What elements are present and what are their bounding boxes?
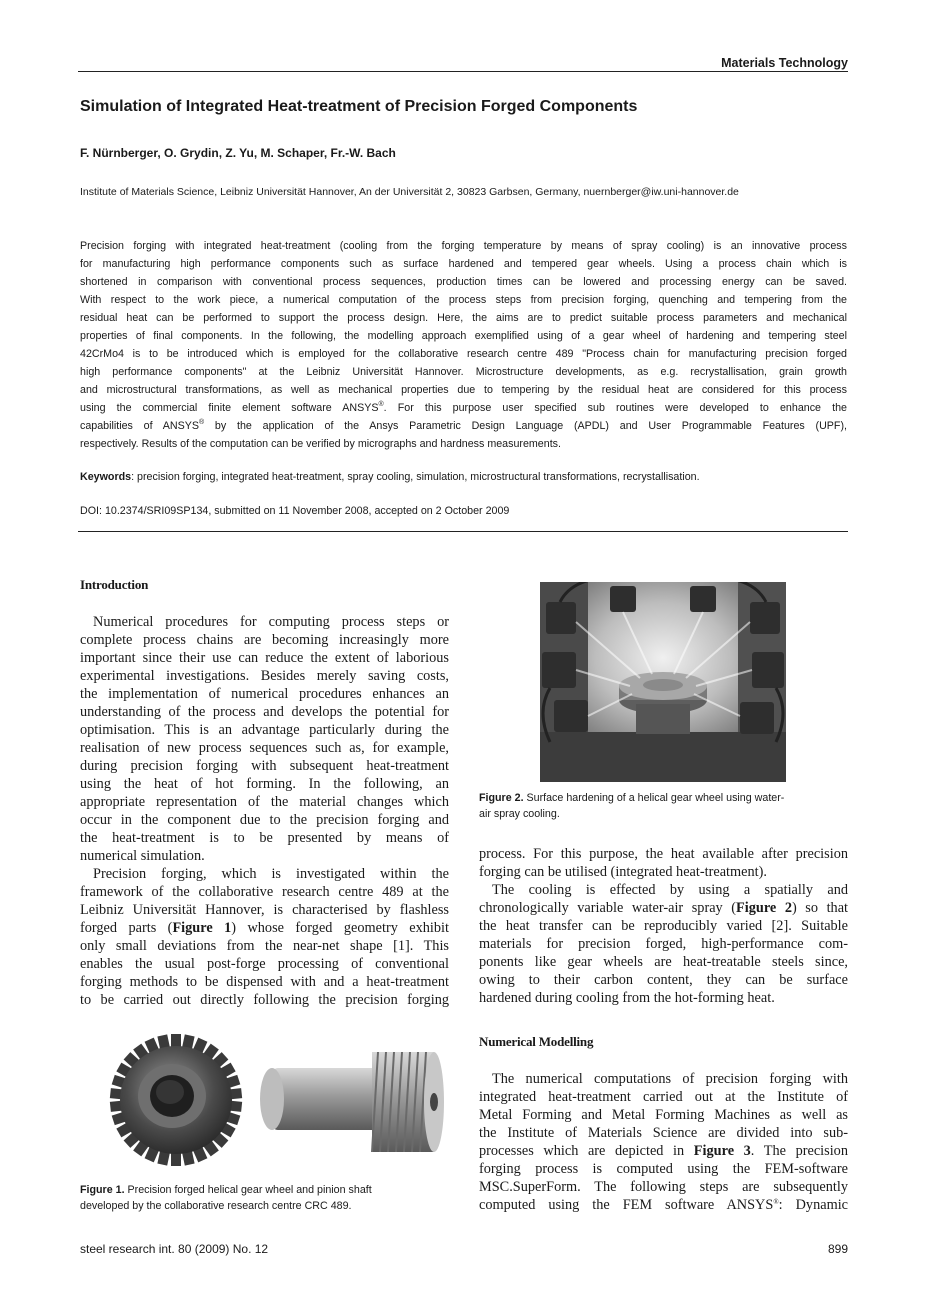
body-line: process. For this purpose, the heat available after precision (479, 846, 848, 862)
caption-text: Precision forged helical gear wheel and pinion shaft (124, 1184, 372, 1196)
body-line (479, 1196, 848, 1214)
abstract-line: With respect to the work piece, a numerical computation of the process steps from precision forging, quenching and tempering from the (80, 294, 847, 306)
body-line: MSC.SuperForm. The following steps are subsequently (479, 1179, 848, 1195)
body-text: processes which are depicted in (479, 1143, 694, 1159)
body-line: experimental investigations. Besides merely saving costs, (80, 668, 449, 684)
abstract-text: capabilities of ANSYS (80, 420, 199, 432)
body-line: realisation of new process sequences such as, for example, (80, 740, 449, 756)
body-line: appropriate representation of the material changes which (80, 794, 449, 810)
body-text: computed using the FEM software ANSYS (479, 1197, 774, 1213)
body-text: . The precision (750, 1143, 848, 1159)
body-line: the implementation of numerical procedures enhances an (80, 686, 449, 702)
body-line: during precision forging with subsequent heat-treatment (80, 758, 449, 774)
body-line: The numerical computations of precision forging with (492, 1071, 848, 1087)
body-line (80, 919, 449, 937)
page-number: 899 (827, 1242, 848, 1256)
body-line: optimisation. This is an advantage particularly during the (80, 722, 449, 738)
body-line: to be carried out directly following the precision forging (80, 992, 449, 1008)
body-line: the heat transfer can be reproducibly varied [2]. Suitable (479, 918, 848, 934)
body-text: forged parts ( (80, 920, 173, 936)
body-line (479, 899, 848, 917)
body-line: Numerical procedures for computing process steps or (93, 614, 449, 630)
body-text: chronologically variable water-air spray ( (479, 900, 737, 916)
affiliation: Institute of Materials Science, Leibniz Universität Hannover, An der Universität 2, 30823 Garbsen, Germany, nuernberger@iw.uni-hannover.de (80, 186, 739, 198)
abstract-line: shortened in comparison with conventional process sequences, production times can be lowered and processing energy can be saved. (80, 276, 847, 288)
caption-text: Surface hardening of a helical gear wheel using water- (523, 792, 785, 804)
abstract-text: by the application of the Ansys Parametric Design Language (APDL) and User Programmable Features (UPF), (204, 420, 847, 432)
body-line: enables the usual post-forge processing of conventional (80, 956, 449, 972)
body-line: complete process chains are becoming increasingly more (80, 632, 449, 648)
abstract-line: and microstructural transformations, as well as mechanical properties due to tempering by the residual heat are considered for this process (80, 384, 847, 396)
paper-title: Simulation of Integrated Heat-treatment of Precision Forged Components (80, 98, 638, 115)
body-line: the Institute of Materials Science are divided into sub- (479, 1125, 848, 1141)
abstract-line: residual heat can be performed to support the process design. Here, the aims are to predict suitable process parameters and mechanical (80, 312, 847, 324)
body-text: ) so that (791, 900, 849, 916)
keywords (80, 468, 700, 486)
keywords-label: Keywords (80, 471, 132, 483)
figure-2-caption (479, 790, 784, 806)
body-line: using the heat of hot forming. In the following, an (80, 776, 449, 792)
body-line: understanding of the process and develops the potential for (80, 704, 449, 720)
abstract-text: . For this purpose user specified sub routines were developed to enhance the (383, 402, 847, 414)
body-line: numerical simulation. (80, 848, 205, 864)
figure-1-caption (80, 1182, 372, 1198)
running-header: Materials Technology (721, 56, 848, 70)
figure-3-reference[interactable]: Figure 3 (693, 1143, 751, 1159)
header-rule (78, 71, 848, 72)
figure-2-reference[interactable]: Figure 2 (736, 900, 792, 916)
body-line: the heat-treatment is to be presented by means of (80, 830, 449, 846)
abstract-line (80, 399, 847, 417)
body-line: only small deviations from the near-net shape [1]. This (80, 938, 449, 954)
body-line: hardened during cooling from the hot-forming heat. (479, 990, 775, 1006)
figure-2-label: Figure 2. (479, 792, 524, 804)
registered-mark: ® (378, 401, 384, 408)
abstract-line: Precision forging with integrated heat-treatment (cooling from the forging temperature by means of spray cooling) is an innovative process (80, 240, 847, 252)
figure-2-image (540, 582, 786, 782)
body-line: forging process is computed using the FEM-software (479, 1161, 848, 1177)
body-line: occur in the component due to the precision forging and (80, 812, 449, 828)
abstract-line: for manufacturing high performance components such as surface hardened and tempered gear wheels. Using a process chain which is (80, 258, 847, 270)
body-line: important since their use can reduce the extent of laborious (80, 650, 449, 666)
body-line: framework of the collaborative research centre 489 at the (80, 884, 449, 900)
registered-mark: ® (198, 419, 205, 426)
keywords-text: : precision forging, integrated heat-treatment, spray cooling, simulation, microstructural transformations, recrystallisation. (131, 471, 700, 483)
body-line: Metal Forming and Metal Forming Machines as well as (479, 1107, 848, 1123)
doi: DOI: 10.2374/SRI09SP134, submitted on 11 November 2008, accepted on 2 October 2009 (80, 505, 510, 517)
section-heading-introduction: Introduction (80, 577, 149, 592)
body-line: The cooling is effected by using a spatially and (492, 882, 848, 898)
body-line: ponents like gear wheels are heat-treatable steels since, (479, 954, 848, 970)
authors: F. Nürnberger, O. Grydin, Z. Yu, M. Schaper, Fr.-W. Bach (80, 146, 396, 160)
body-line: Precision forging, which is investigated within the (93, 866, 449, 882)
figure-2-caption: air spray cooling. (479, 808, 560, 820)
abstract-line: high performance components" at the Leibniz Universität Hannover. Microstructure developments, as e.g. recrystallisation, grain growth (80, 366, 847, 378)
body-line (479, 1142, 848, 1160)
abstract-line: properties of final components. In the following, the modelling approach exemplified using of a gear wheel of hardening and tempering steel (80, 330, 847, 342)
figure-1-caption: developed by the collaborative research centre CRC 489. (80, 1200, 352, 1212)
body-line: Leibniz Universität Hannover, is characterised by flashless (80, 902, 449, 918)
abstract-rule (78, 531, 848, 532)
abstract-text: using the commercial finite element software ANSYS (80, 402, 379, 414)
body-line: owing to their carbon content, they can be surface (479, 972, 848, 988)
gear-and-shaft-illustration (102, 1030, 448, 1172)
abstract-line (80, 417, 847, 435)
footer-journal: steel research int. 80 (2009) No. 12 (80, 1242, 269, 1256)
body-text: : Dynamic (778, 1197, 849, 1213)
body-line: materials for precision forged, high-performance com- (479, 936, 848, 952)
section-heading-numerical-modelling: Numerical Modelling (479, 1034, 594, 1049)
body-line: forging methods to be dispensed with and a heat-treatment (80, 974, 449, 990)
body-text: ) whose forged geometry exhibit (231, 920, 449, 936)
spray-cooling-illustration (540, 582, 786, 782)
abstract-line: respectively. Results of the computation can be verified by micrographs and hardness measurements. (80, 438, 561, 450)
registered-mark: ® (773, 1198, 779, 1206)
figure-1-label: Figure 1. (80, 1184, 125, 1196)
figure-1-image (102, 1030, 448, 1172)
figure-1-reference[interactable]: Figure 1 (172, 920, 232, 936)
body-line: integrated heat-treatment carried out at the Institute of (479, 1089, 848, 1105)
abstract-line: 42CrMo4 is to be introduced which is employed for the collaborative research centre 489 "Process chain for manufacturing precision forged (80, 348, 847, 360)
body-line: forging can be utilised (integrated heat-treatment). (479, 864, 767, 880)
